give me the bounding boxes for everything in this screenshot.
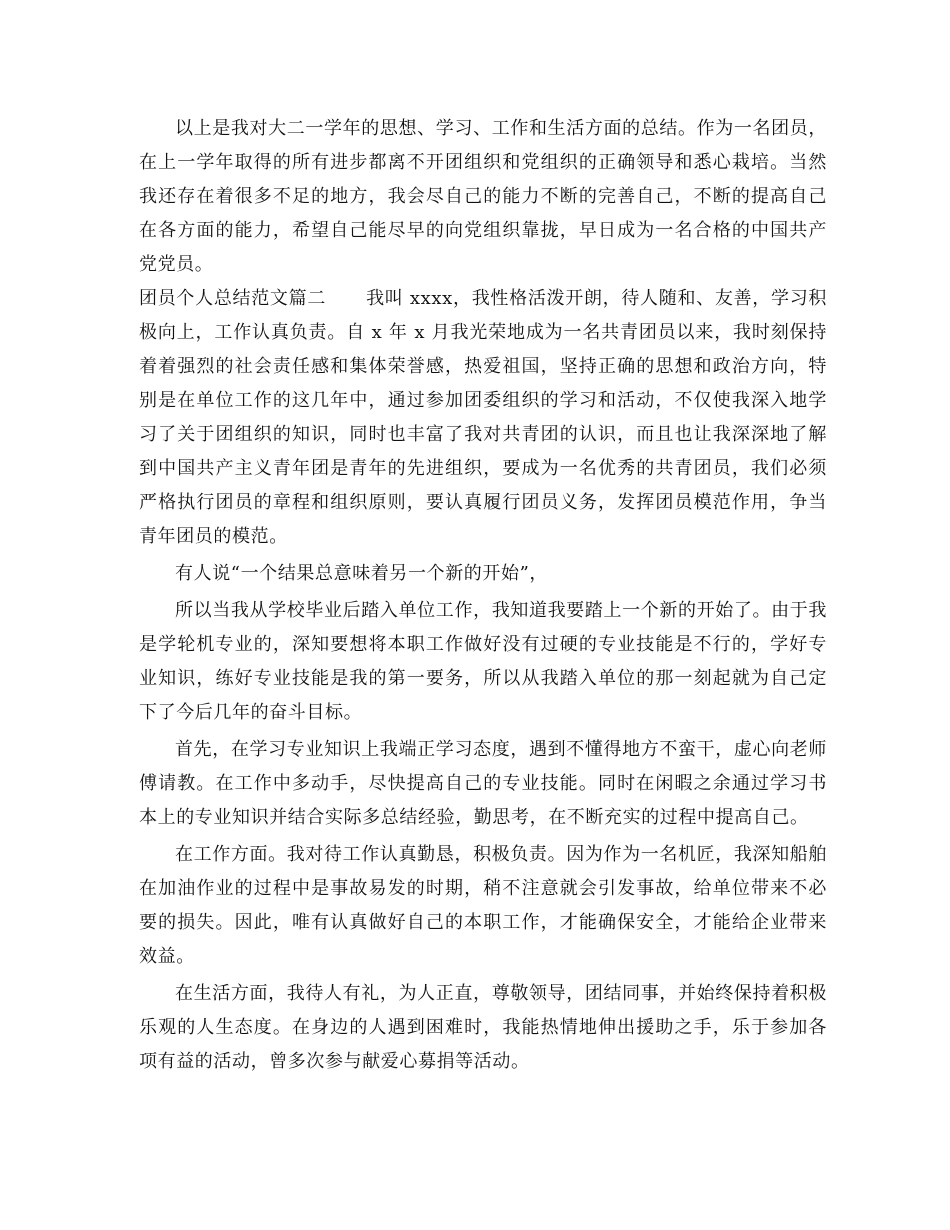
paragraph-study: 首先，在学习专业知识上我端正学习态度，遇到不懂得地方不蛮干，虚心向老师傅请教。在工作中多动手，尽快提高自己的专业技能。同时在闲暇之余通过学习书本上的专业知识并结合实际多总结经验，勤思考，在不断充实的过程中提高自己。 (139, 739, 827, 828)
paragraph-new-start: 有人说“一个结果总意味着另一个新的开始”， (175, 563, 549, 584)
paragraph-life: 在生活方面，我待人有礼，为人正直，尊敬领导，团结同事，并始终保持着积极乐观的人生态度。在身边的人遇到困难时，我能热情地伸出援助之手，乐于参加各项有益的活动，曾多次参与献爱心募捐等活动。 (139, 983, 827, 1072)
paragraph-graduation: 所以当我从学校毕业后踏入单位工作，我知道我要踏上一个新的开始了。由于我是学轮机专业的，深知要想将本职工作做好没有过硬的专业技能是不行的，学好专业知识，练好专业技能是我的第一要务，所以从我踏入单位的那一刻起就为自己定下了今后几年的奋斗目标。 (139, 600, 827, 723)
paragraph-summary: 以上是我对大二一学年的思想、学习、工作和生活方面的总结。作为一名团员，在上一学年取得的所有进步都离不开团组织和党组织的正确领导和悉心栽培。当然我还存在着很多不足的地方，我会尽自己的能力不断的完善自己，不断的提高自己在各方面的能力，希望自己能尽早的向党组织靠拢，早日成为一名合格的中国共产党党员。 (139, 118, 827, 275)
paragraph-section-two (139, 282, 827, 554)
paragraph-work: 在工作方面。我对待工作认真勤恳，积极负责。因为作为一名机匠，我深知船舶在加油作业的过程中是事故易发的时期，稍不注意就会引发事故，给单位带来不必要的损失。因此，唯有认真做好自己的本职工作，才能确保安全，才能给企业带来效益。 (139, 844, 827, 967)
document-body (139, 112, 827, 1079)
section-title: 团员个人总结范文篇二 (139, 288, 327, 309)
paragraph-intro: 我叫 xxxx，我性格活泼开朗，待人随和、友善，学习积极向上，工作认真负责。自 x 年 x 月我光荣地成为一名共青团员以来，我时刻保持着着强烈的社会责任感和集体荣誉感，热爱祖国，坚持正确的思想和政治方向，特别是在单位工作的这几年中，通过参加团委组织的学习和活动，不仅使我深入地学习了关于团组织的知识，同时也丰富了我对共青团的认识，而且也让我深深地了解到中国共产主义青年团是青年的先进组织，要成为一名优秀的共青团员，我们必须严格执行团员的章程和组织原则，要认真履行团员义务，发挥团员模范作用，争当青年团员的模范。 (139, 288, 828, 547)
